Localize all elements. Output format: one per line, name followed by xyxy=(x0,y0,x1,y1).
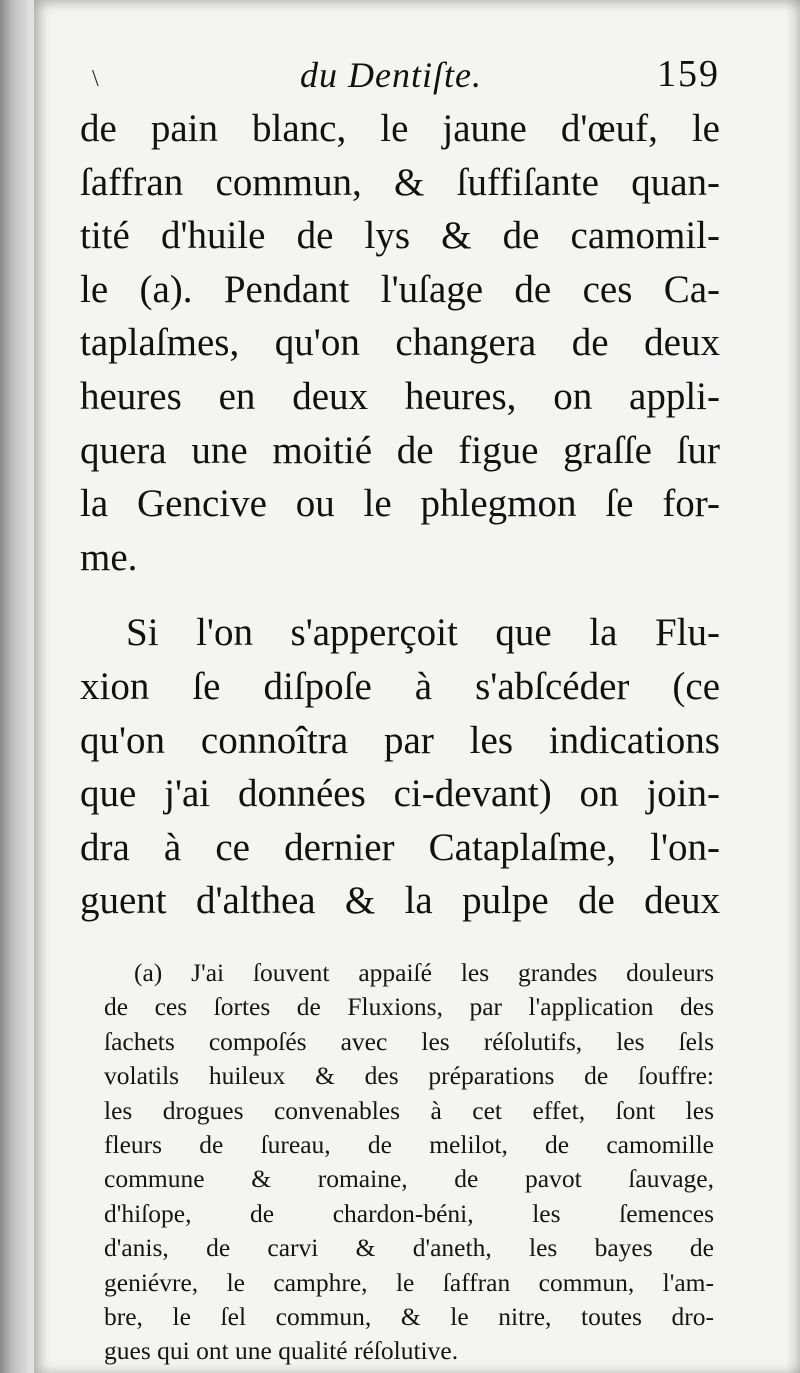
paragraph-gap xyxy=(80,584,720,606)
page-header xyxy=(80,46,720,96)
footnote-line: gues qui ont une qualité réſolutive. xyxy=(104,1336,459,1366)
page-number: 159 xyxy=(657,53,720,95)
main-text xyxy=(80,102,720,928)
text-line: taplaſmes, qu'on changera de deux xyxy=(80,321,720,365)
text-line: xion ſe diſpoſe à s'abſcéder (ce xyxy=(80,664,720,708)
footnote-line: volatils huileux & des préparations de ſouffre: xyxy=(104,1061,714,1091)
text-line: guent d'althea & la pulpe de deux xyxy=(80,879,720,923)
footnote-line: bre, le ſel commun, & le nitre, toutes dro- xyxy=(104,1302,714,1332)
header-mark: \ xyxy=(92,66,99,92)
footnote-line: commune & romaine, de pavot ſauvage, xyxy=(104,1164,714,1194)
footnote-line: d'anis, de carvi & d'aneth, les bayes de xyxy=(104,1233,714,1263)
text-line: quera une moitié de figue graſſe ſur xyxy=(80,428,720,472)
text-line: tité d'huile de lys & de camomil- xyxy=(80,214,720,258)
paragraph-2 xyxy=(80,606,720,928)
text-line: Si l'on s'apperçoit que la Flu- xyxy=(126,611,720,655)
text-line: le (a). Pendant l'uſage de ces Ca- xyxy=(80,267,720,311)
text-line: heures en deux heures, on appli- xyxy=(80,374,720,418)
text-line: la Gencive ou le phlegmon ſe for- xyxy=(80,482,720,526)
footnote xyxy=(104,956,714,1369)
text-line: ſaffran commun, & ſuffiſante quan- xyxy=(80,160,720,204)
text-line: qu'on connoîtra par les indications xyxy=(80,718,720,762)
page-edge-shadow xyxy=(786,0,800,1373)
footnote-line: de ces ſortes de Fluxions, par l'application des xyxy=(104,992,714,1022)
text-line: que j'ai données ci-devant) on join- xyxy=(80,772,720,816)
text-line: me. xyxy=(80,535,138,579)
footnote-line: ſachets compoſés avec les réſolutifs, les ſels xyxy=(104,1026,714,1056)
text-line: dra à ce dernier Cataplaſme, l'on- xyxy=(80,825,720,869)
footnote-line: fleurs de ſureau, de melilot, de camomille xyxy=(104,1130,714,1160)
book-page xyxy=(34,0,800,1373)
footnote-line: d'hiſope, de chardon-béni, les ſemences xyxy=(104,1198,714,1228)
footnote-line: (a) J'ai ſouvent appaiſé les grandes douleurs xyxy=(134,958,714,987)
footnote-line: geniévre, le camphre, le ſaffran commun, l'am- xyxy=(104,1267,714,1297)
paragraph-1 xyxy=(80,102,720,584)
footnote-line: les drogues convenables à cet effet, ſont les xyxy=(104,1095,714,1125)
running-title: du Dentiſte. xyxy=(300,55,482,95)
text-line: de pain blanc, le jaune d'œuf, le xyxy=(80,107,720,150)
